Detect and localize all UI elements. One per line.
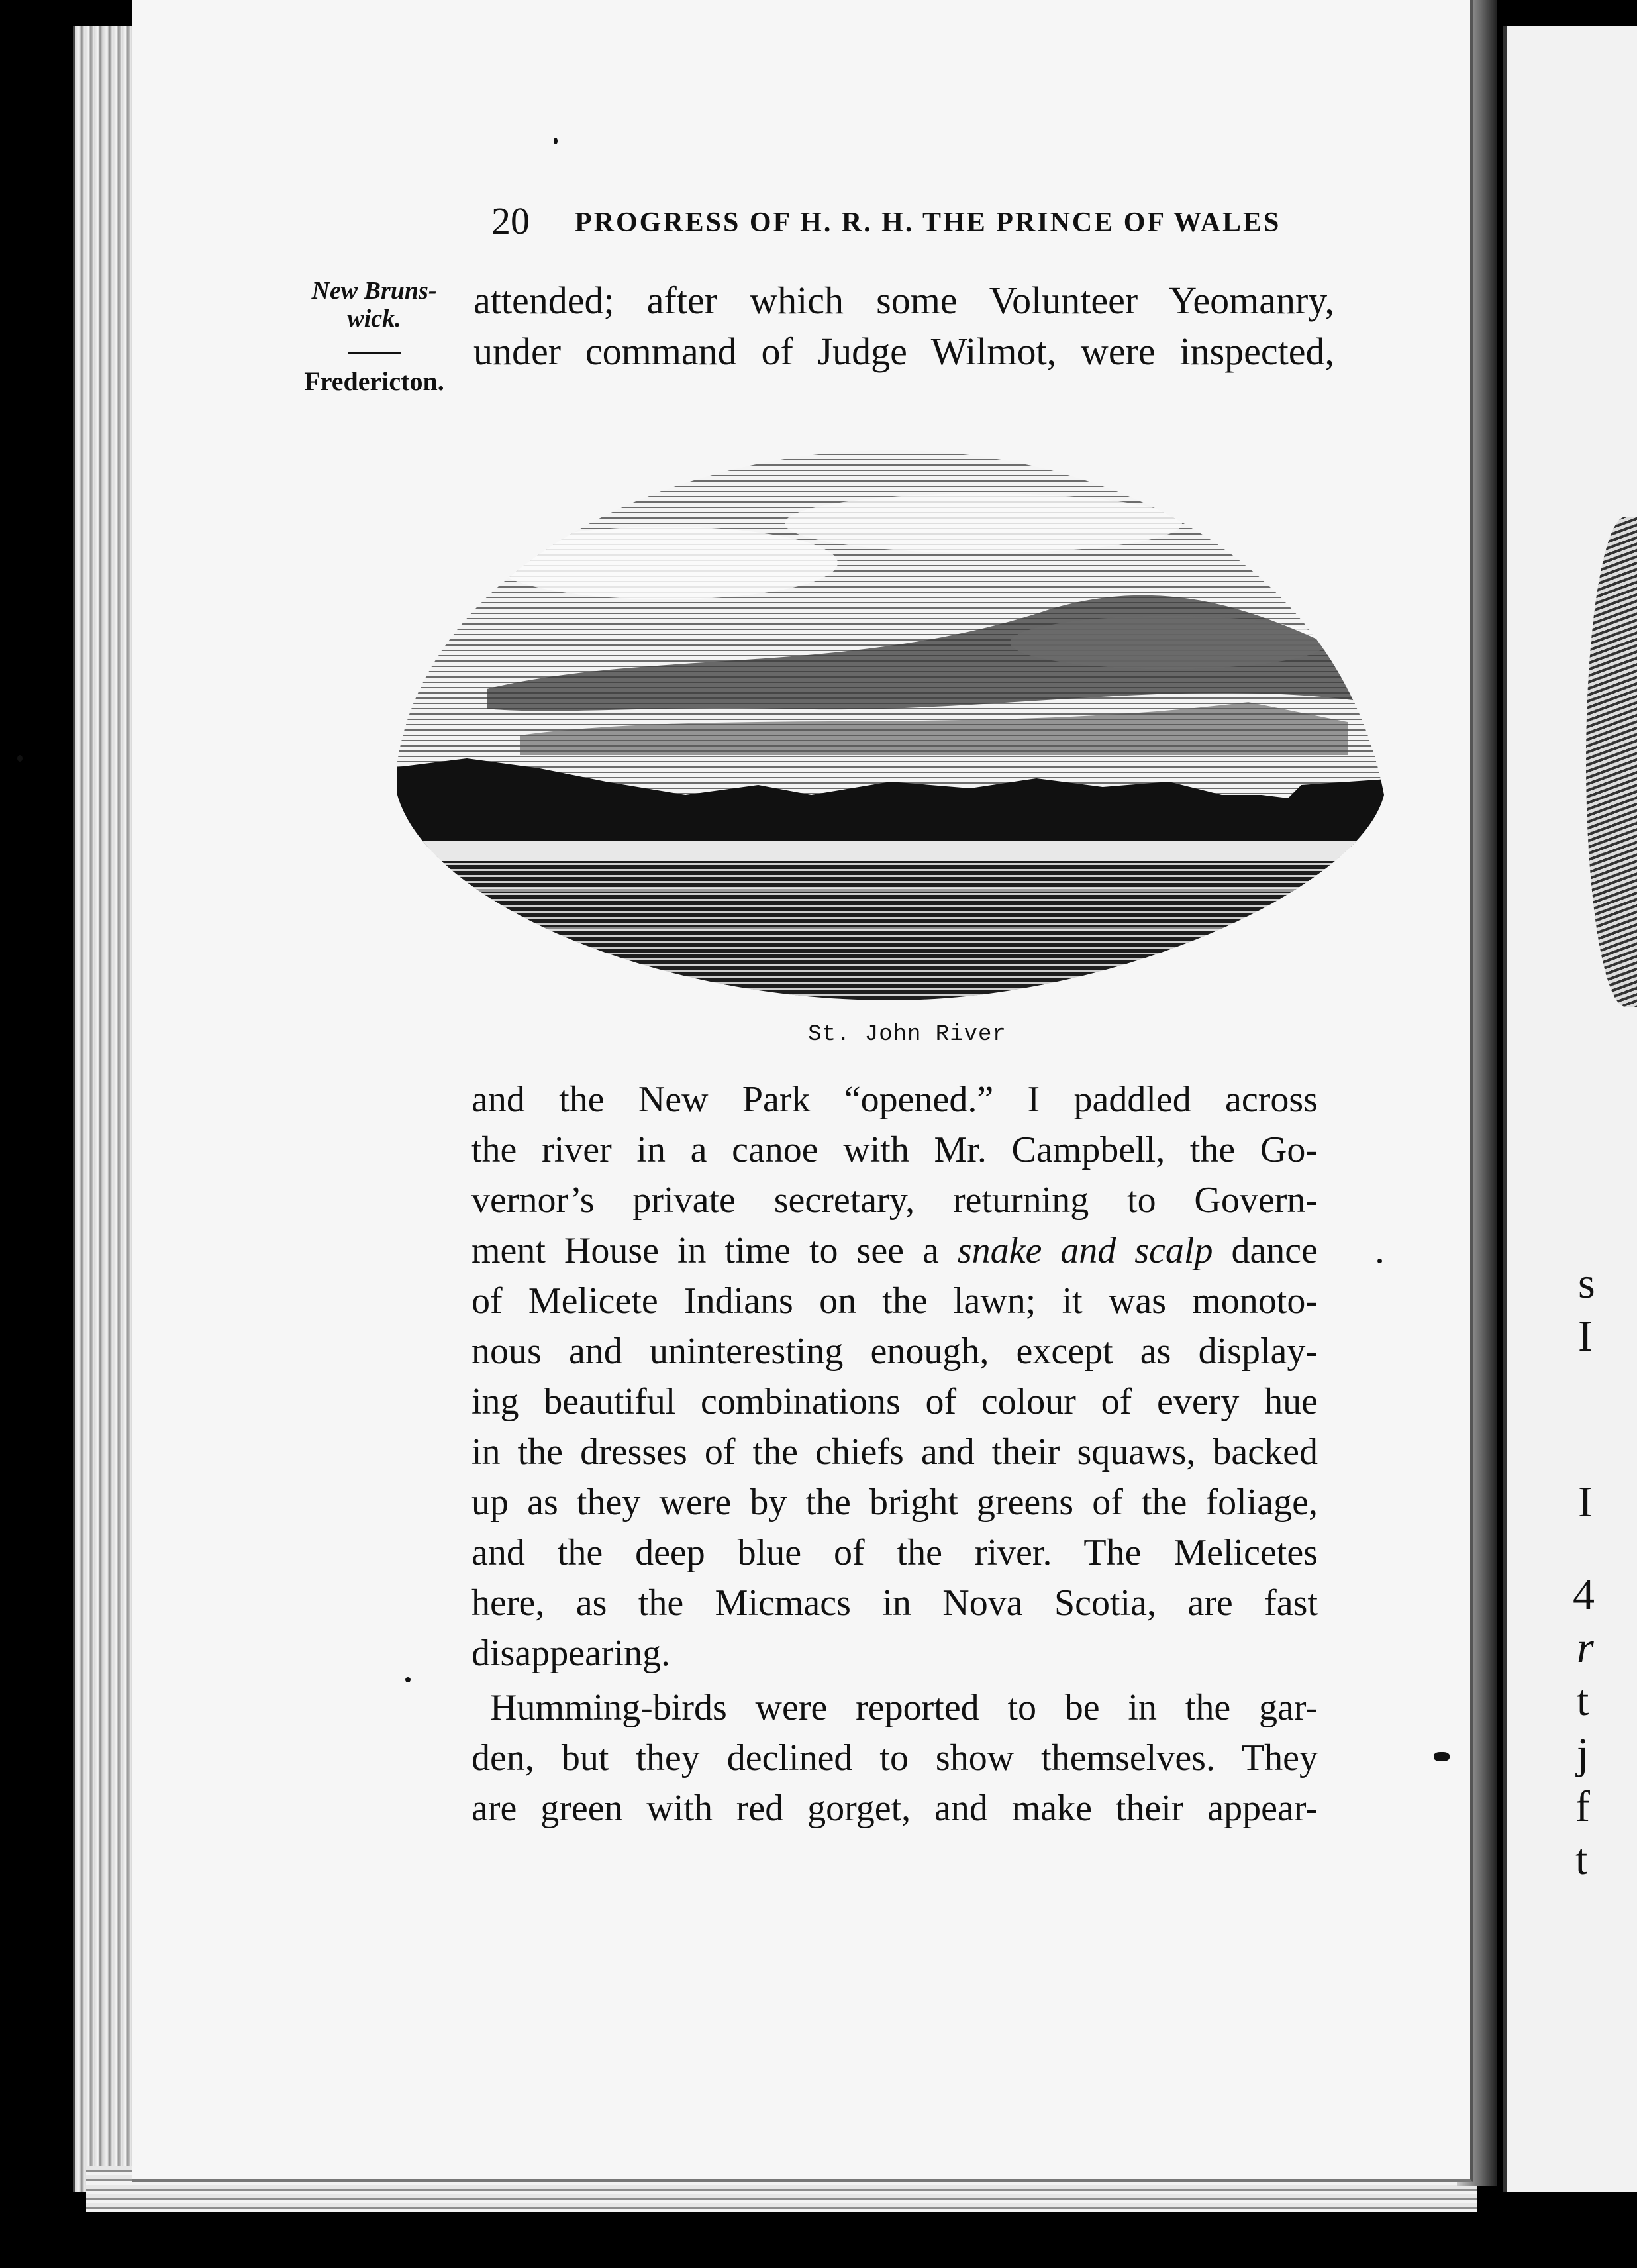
facing-page-fragment: 4 bbox=[1573, 1571, 1595, 1619]
illustration-caption: St. John River bbox=[808, 1022, 1007, 1047]
running-head: PROGRESS OF H. R. H. THE PRINCE OF WALES bbox=[575, 207, 1281, 238]
print-speck bbox=[17, 755, 23, 762]
page-number: 20 bbox=[491, 199, 530, 242]
print-speck bbox=[1434, 1752, 1450, 1761]
text-line: nous and uninteresting enough, except as display- bbox=[471, 1331, 1318, 1372]
marginal-town: Fredericton. bbox=[304, 366, 444, 396]
facing-page-fragment: t bbox=[1575, 1835, 1588, 1884]
text-line: in the dresses of the chiefs and their squaws, backed bbox=[471, 1431, 1318, 1472]
text-line: den, but they declined to show themselves. They bbox=[471, 1737, 1318, 1778]
text-line: Humming-birds were reported to be in the gar- bbox=[490, 1687, 1318, 1728]
text-line: here, as the Micmacs in Nova Scotia, are fast bbox=[471, 1582, 1318, 1624]
facing-page-fragment: t bbox=[1577, 1676, 1589, 1725]
facing-page-fragment: j bbox=[1577, 1729, 1589, 1778]
facing-page-fragment: I bbox=[1578, 1478, 1593, 1526]
print-speck bbox=[405, 1677, 411, 1682]
facing-page-fragment: r bbox=[1577, 1624, 1594, 1672]
facing-page-fragment: f bbox=[1575, 1782, 1590, 1831]
text-line: disappearing. bbox=[471, 1633, 671, 1674]
text-line: and the New Park “opened.” I paddled across bbox=[471, 1079, 1318, 1120]
italic-phrase: snake and scalp bbox=[957, 1230, 1213, 1271]
print-speck bbox=[1377, 1259, 1382, 1263]
text-line: attended; after which some Volunteer Yeomanry, bbox=[473, 279, 1334, 322]
text-line: under command of Judge Wilmot, were inspected, bbox=[473, 330, 1334, 373]
facing-page-fragment: s bbox=[1578, 1259, 1595, 1308]
facing-page-engraving bbox=[1586, 517, 1637, 1007]
marginal-note bbox=[281, 277, 467, 395]
text-line: ing beautiful combinations of colour of every hue bbox=[471, 1381, 1318, 1422]
marginal-rule bbox=[348, 352, 401, 354]
text-line: the river in a canoe with Mr. Campbell, the Go- bbox=[471, 1129, 1318, 1170]
marginal-province-line1: New Bruns- bbox=[311, 277, 437, 305]
text-line: of Melicete Indians on the lawn; it was monoto- bbox=[471, 1280, 1318, 1321]
text-line: are green with red gorget, and make their appear- bbox=[471, 1788, 1318, 1829]
text-line: and the deep blue of the river. The Melicetes bbox=[471, 1532, 1318, 1573]
print-speck bbox=[554, 138, 558, 144]
text-line: vernor’s private secretary, returning to Govern- bbox=[471, 1180, 1318, 1221]
text-line bbox=[471, 1229, 1318, 1272]
text-segment: dance bbox=[1231, 1230, 1318, 1271]
text-line: up as they were by the bright greens of the foliage, bbox=[471, 1482, 1318, 1523]
facing-page bbox=[1503, 26, 1637, 2192]
facing-page-fragment: I bbox=[1578, 1312, 1593, 1361]
text-segment: ment House in time to see a bbox=[471, 1230, 939, 1271]
marginal-province-line2: wick. bbox=[347, 305, 401, 333]
engraving-st-john-river bbox=[387, 424, 1397, 1007]
